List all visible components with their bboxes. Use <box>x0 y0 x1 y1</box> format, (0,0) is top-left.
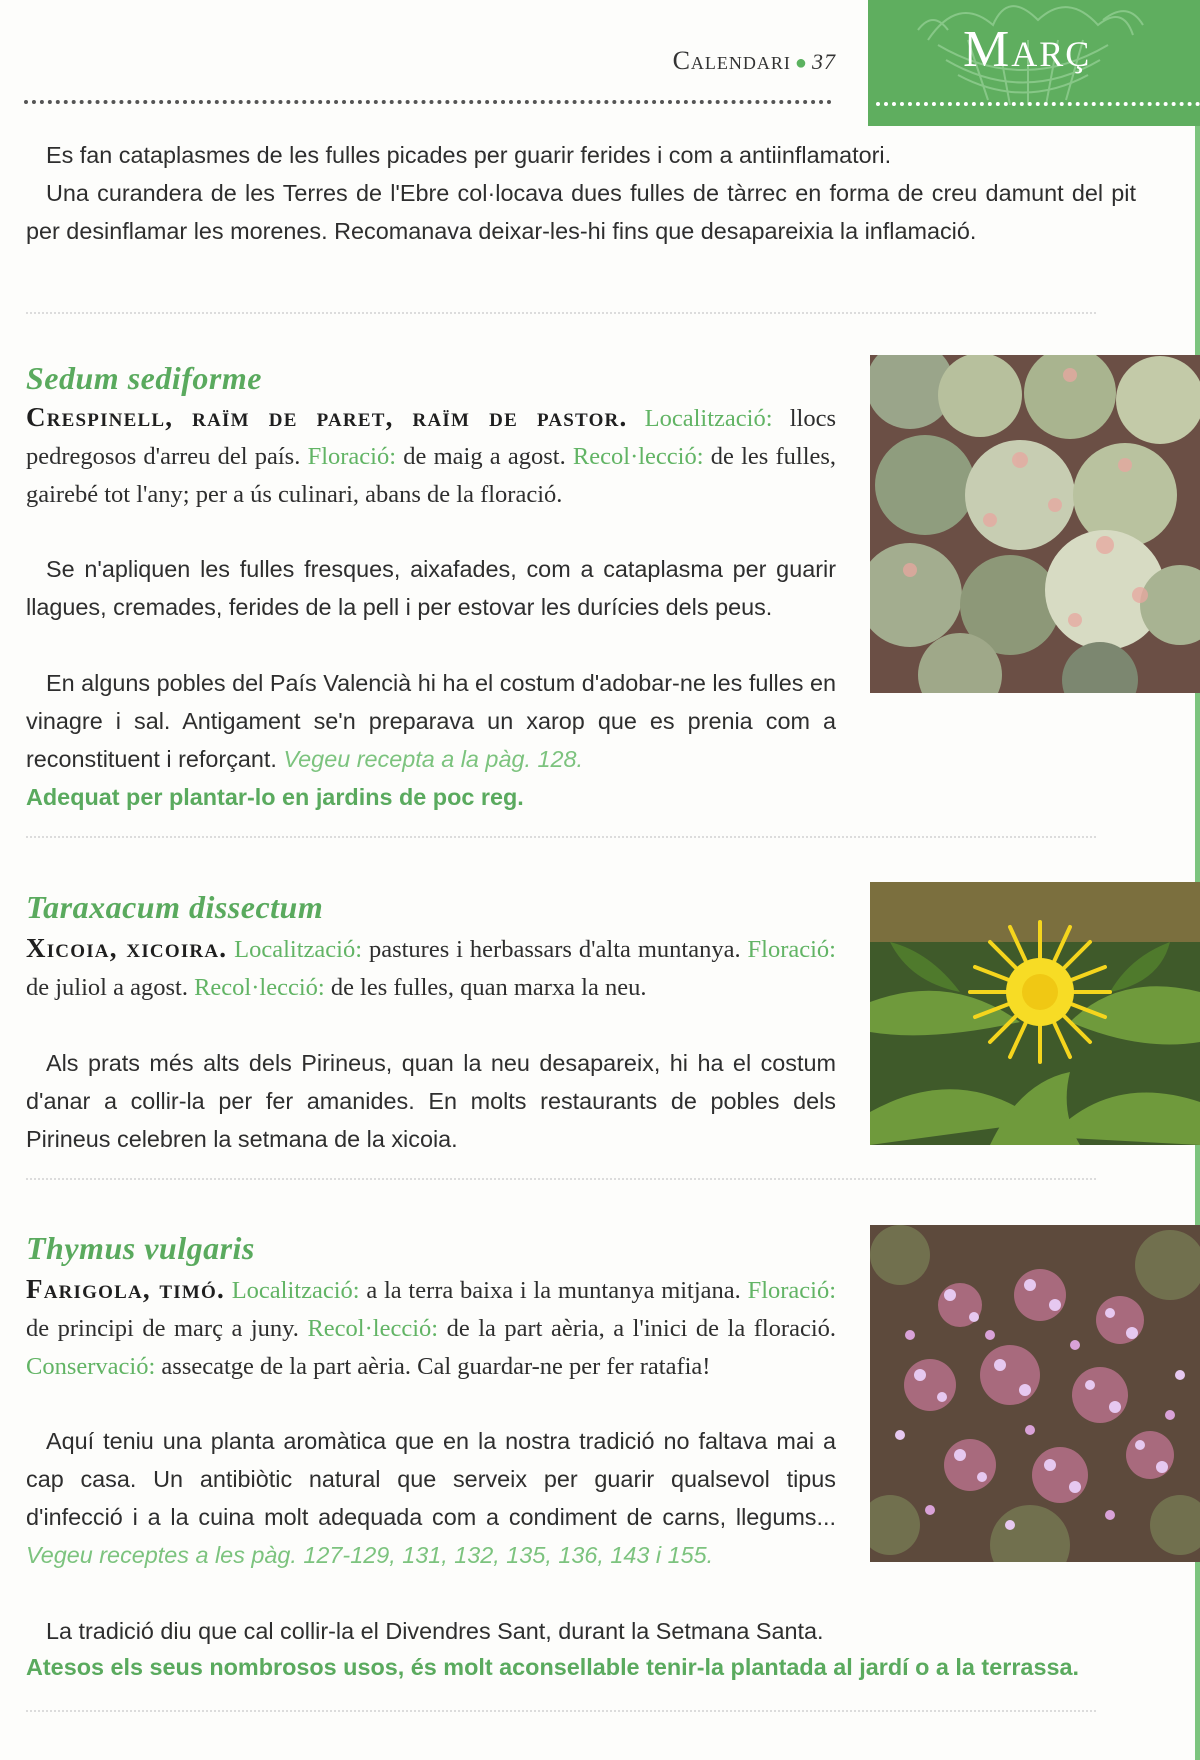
bullet-dot-icon: ● <box>794 51 808 74</box>
section-separator <box>26 836 1096 838</box>
intro-paragraph-2: Una curandera de les Terres de l'Ebre col·locava dues fulles de tàrrec en forma de creu damunt del pit per desinflamar les morenes. Recomanava deixar-les-hi fins que desapareixia la inflamació. <box>26 180 1136 244</box>
plant-2-paragraph-1: Als prats més alts dels Pirineus, quan la neu desapareix, hi ha el costum d'anar a collir-la per fer amanides. En molts restaurants de pobles dels Pirineus celebren la setmana de la xicoia. <box>26 1050 836 1152</box>
plant-3-conservation: assecatge de la part aèria. Cal guardar-ne per fer ratafia! <box>161 1353 711 1380</box>
plant-3-recipe-ref: Vegeu receptes a les pàg. 127-129, 131, 132, 135, 136, 143 i 155. <box>26 1542 714 1568</box>
plant-3-conservation-label: Conservació: <box>26 1353 156 1380</box>
thyme-flowers-photo <box>870 1225 1200 1562</box>
plant-3-location-label: Localització: <box>231 1277 360 1304</box>
plant-2-location-label: Localització: <box>234 936 363 963</box>
month-tab <box>868 0 1200 126</box>
plant-2-scientific-name: Taraxacum dissectum <box>26 889 324 925</box>
plant-3-paragraph-1 <box>26 1422 836 1574</box>
plant-1-harvest-label: Recol·lecció: <box>572 443 704 470</box>
plant-3-common-names: Farigola, timó. <box>26 1274 225 1304</box>
plant-1-photo <box>870 355 1200 693</box>
plant-3-scientific-name: Thymus vulgaris <box>26 1230 255 1266</box>
plant-1-common-names: Crespinell, raïm de paret, raïm de pastor. <box>26 402 628 432</box>
plant-3-photo <box>870 1225 1200 1562</box>
plant-2-harvest: de les fulles, quan marxa la neu. <box>330 974 647 1001</box>
plant-3-harvest: de la part aèria, a l'inici de la floració. <box>446 1315 837 1342</box>
plant-3-paragraph-2: La tradició diu que cal collir-la el Divendres Sant, durant la Setmana Santa. <box>46 1618 824 1644</box>
page-number: 37 <box>812 49 836 74</box>
plant-3-harvest-label: Recol·lecció: <box>307 1315 439 1342</box>
plant-1-paragraph-2-text: En alguns pobles del País Valencià hi ha el costum d'adobar-ne les fulles en vinagre i sal. Antigament se'n preparava un xarop que es prenia com a reconstituent i reforçant. <box>26 670 836 772</box>
plant-1-flowering-label: Floració: <box>307 443 397 470</box>
plant-2-location: pastures i herbassars d'alta muntanya. <box>368 936 741 963</box>
plant-3-paragraph-1-text: Aquí teniu una planta aromàtica que en la nostra tradició no faltava mai a cap casa. Un antibiòtic natural que serveix per guarir qualsevol tipus d'infecció i a la cuina molt adequada com a condiment de carns, llegums... <box>26 1428 836 1530</box>
plant-3-location: a la terra baixa i la muntanya mitjana. <box>366 1277 741 1304</box>
plant-3-flowering-label: Floració: <box>747 1277 837 1304</box>
header-dotted-rule <box>24 100 832 104</box>
plant-1-paragraph-1: Se n'apliquen les fulles fresques, aixafades, com a cataplasma per guarir llagues, cremades, ferides de la pell i per estovar les durícies dels peus. <box>26 556 836 620</box>
plant-1-recipe-ref: Vegeu recepta a la pàg. 128. <box>283 746 583 772</box>
plant-2-photo <box>870 882 1200 1145</box>
plant-2-flowering-label: Floració: <box>747 936 836 963</box>
intro-paragraph-1: Es fan cataplasmes de les fulles picades per guarir ferides i com a antiinflamatori. <box>46 142 892 168</box>
plant-1-flowering: de maig a agost. <box>403 443 566 470</box>
plant-1-harvest: de les fulles, gairebé tot l'any; per a ús culinari, abans de la floració. <box>26 443 837 508</box>
plant-1-garden-tip: Adequat per plantar-lo en jardins de poc reg. <box>26 784 524 810</box>
section-title: Calendari <box>672 46 791 75</box>
plant-3-description <box>26 1270 836 1386</box>
succulent-rosettes-photo <box>870 355 1200 693</box>
plant-1-location: llocs pedregosos d'arreu del país. <box>26 405 836 470</box>
section-separator <box>26 312 1096 314</box>
plant-2-flowering: de juliol a agost. <box>26 974 188 1001</box>
plant-3-flowering: de principi de març a juny. <box>26 1315 299 1342</box>
plant-1-paragraph-2 <box>26 664 836 778</box>
plant-1-scientific-name: Sedum sediforme <box>26 360 262 396</box>
plant-2-harvest-label: Recol·lecció: <box>194 974 325 1001</box>
dandelion-flower-photo <box>870 882 1200 1145</box>
plant-2-description <box>26 929 836 1007</box>
running-header <box>618 46 836 76</box>
plant-1-location-label: Localització: <box>644 405 773 432</box>
section-separator <box>26 1710 1096 1712</box>
section-separator <box>26 1178 1096 1180</box>
plant-2-common-names: Xicoia, xicoira. <box>26 933 228 963</box>
month-name: Març <box>963 21 1092 78</box>
plant-1-description <box>26 398 836 514</box>
plant-3-garden-tip: Atesos els seus nombrosos usos, és molt aconsellable tenir-la plantada al jardí o a la terrassa. <box>26 1654 1079 1680</box>
tab-dotted-rule <box>876 102 1200 106</box>
